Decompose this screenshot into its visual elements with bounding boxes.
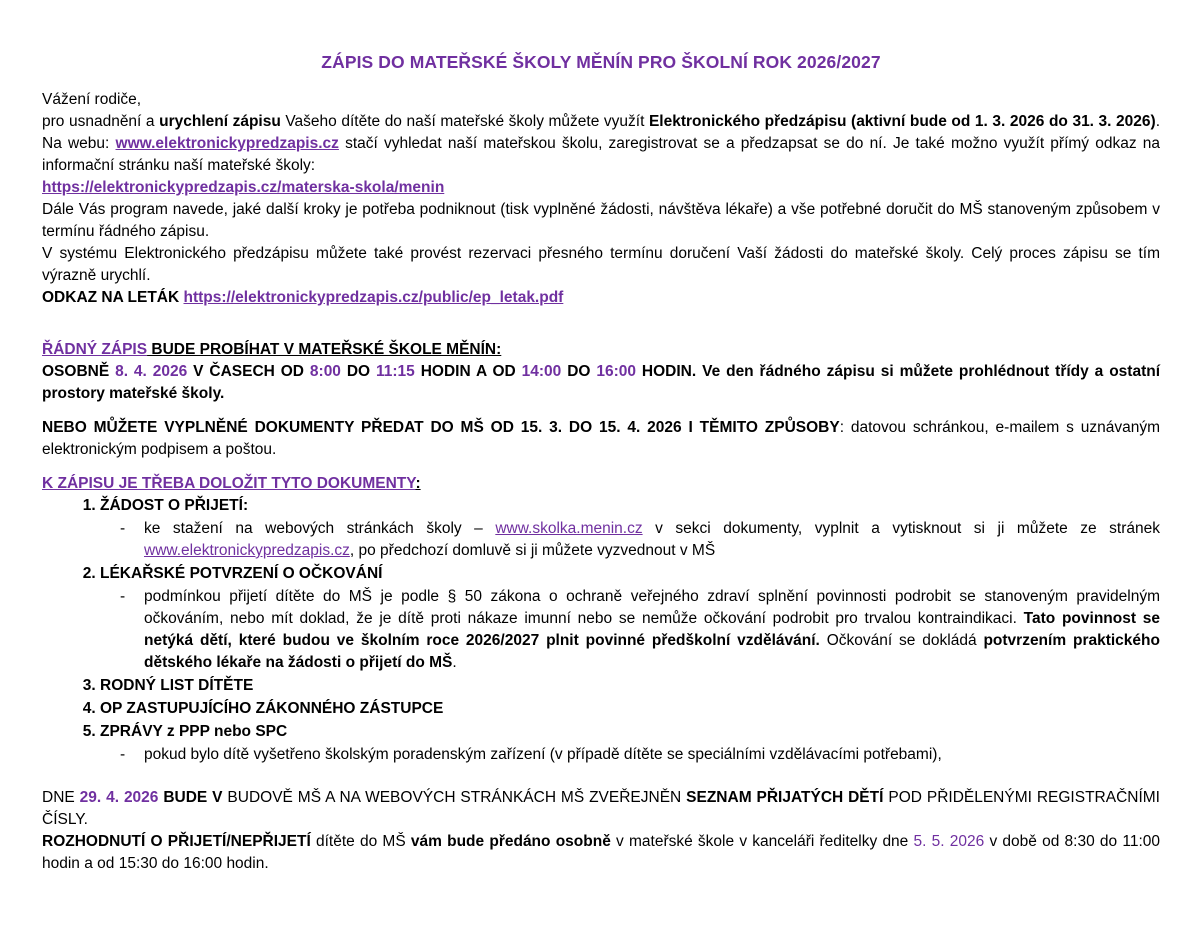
times-label-3: HODIN A OD bbox=[414, 362, 522, 380]
time-end-morning: 11:15 bbox=[376, 362, 415, 380]
link-leaflet-pdf[interactable]: https://elektronickypredzapis.cz/public/ep_letak.pdf bbox=[183, 288, 564, 306]
decision-b: dítěte do MŠ bbox=[310, 832, 411, 850]
regular-enrollment-heading-highlight: ŘÁDNÝ ZÁPIS bbox=[42, 340, 148, 358]
vaccination-text-b: Tato povinnost se netýká dětí, které budou ve školním roce 2026/2027 plnit povinné předškolní vzdělávání. bbox=[144, 609, 1160, 649]
spacer-4 bbox=[42, 767, 1160, 787]
regular-enrollment-heading bbox=[42, 339, 1160, 361]
document-item-label: LÉKAŘSKÉ POTVRZENÍ O OČKOVÁNÍ bbox=[100, 564, 383, 582]
link-elektronickypredzapis[interactable]: www.elektronickypredzapis.cz bbox=[115, 134, 339, 152]
intro-1a: pro usnadnění a bbox=[42, 112, 160, 130]
link-school-page[interactable]: https://elektronickypredzapis.cz/materska-skola/menin bbox=[42, 178, 445, 196]
link-skolka-menin[interactable]: www.skolka.menin.cz bbox=[495, 519, 643, 537]
vaccination-text-d: potvrzením praktického dětského lékaře na žádosti o přijetí do MŠ bbox=[144, 631, 1160, 671]
intro-1c: Vašeho dítěte do naší mateřské školy můžete využít bbox=[280, 112, 649, 130]
documents-list bbox=[42, 495, 1160, 766]
documents-heading-highlight: K ZÁPISU JE TŘEBA DOLOŽIT TYTO DOKUMENTY bbox=[42, 474, 416, 492]
in-person-label: OSOBNĚ bbox=[42, 362, 116, 380]
decision-e: v době od 8:30 do 11:00 hodin a od 15:30 do 16:00 hodin. bbox=[42, 832, 1161, 872]
document-sub-list bbox=[100, 744, 1160, 766]
vaccination-text-a: podmínkou přijetí dítěte do MŠ je podle § 50 zákona o ochraně veřejného zdraví splnění povinnosti podrobit se stanoveným pravidelným očkováním, nebo mít doklad, že je dítě proti nákaze imunní nebo se nemůže očkování podrobit pro trvalou kontraindikaci. bbox=[144, 587, 1160, 627]
regular-enrollment-times bbox=[42, 361, 1160, 405]
vaccination-text-c: Očkování se dokládá bbox=[819, 631, 984, 649]
alternative-submission bbox=[42, 417, 1160, 461]
document-sub-list bbox=[100, 586, 1160, 674]
spacer-2 bbox=[42, 405, 1160, 417]
intro-paragraph-3: V systému Elektronického předzápisu můžete také provést rezervaci přesného termínu doručení Vaší žádosti do mateřské školy. Celý proces zápisu se tím výrazně urychlí. bbox=[42, 244, 1160, 284]
list-item bbox=[100, 721, 1160, 766]
document-item-label: ŽÁDOST O PŘIJETÍ: bbox=[100, 496, 249, 514]
times-label-4: DO bbox=[561, 362, 597, 380]
results-announcement bbox=[42, 787, 1160, 831]
school-link-paragraph bbox=[42, 177, 1160, 199]
document-item-label: RODNÝ LIST DÍTĚTE bbox=[100, 676, 254, 694]
time-start-afternoon: 14:00 bbox=[521, 362, 562, 380]
results-c: BUDOVĚ MŠ A NA WEBOVÝCH STRÁNKÁCH MŠ ZVEŘEJNĚN bbox=[227, 788, 687, 806]
document-item-label: ZPRÁVY z PPP nebo SPC bbox=[100, 722, 288, 740]
time-start-morning: 8:00 bbox=[309, 362, 341, 380]
list-item bbox=[100, 495, 1160, 562]
page-title: ZÁPIS DO MATEŘSKÉ ŠKOLY MĚNÍN PRO ŠKOLNÍ ROK 2026/2027 bbox=[321, 52, 881, 72]
list-item bbox=[118, 586, 1160, 674]
link-elektronickypredzapis-2[interactable]: www.elektronickypredzapis.cz bbox=[144, 541, 350, 559]
decision-a: ROZHODNUTÍ O PŘIJETÍ/NEPŘIJETÍ bbox=[42, 832, 311, 850]
decision-handover bbox=[42, 831, 1160, 875]
greeting-text: Vážení rodiče, bbox=[42, 90, 142, 108]
times-label-1: V ČASECH OD bbox=[187, 362, 310, 380]
sub-text-a: ke stažení na webových stránkách školy – bbox=[144, 519, 496, 537]
list-item bbox=[118, 518, 1160, 562]
list-item bbox=[100, 563, 1160, 674]
documents-heading-colon: : bbox=[415, 474, 421, 492]
intro-1d: Elektronického předzápisu (aktivní bude od 1. 3. 2026 do 31. 3. 2026) bbox=[648, 112, 1156, 130]
alternative-submission-bold: NEBO MŮŽETE VYPLNĚNÉ DOKUMENTY PŘEDAT DO MŠ OD 15. 3. DO 15. 4. 2026 I TĚMITO ZPŮSOBY bbox=[42, 418, 840, 436]
greeting-line bbox=[42, 89, 1160, 111]
results-e: POD PŘIDĚLENÝMI REGISTRAČNÍMI ČÍSLY. bbox=[42, 788, 1160, 828]
list-item: - pokud bylo dítě vyšetřeno školským poradenským zařízení (v případě dítěte se speciálními vzdělávacími potřebami), bbox=[118, 744, 1160, 766]
list-item bbox=[100, 698, 1160, 720]
intro-paragraph-1 bbox=[42, 111, 1160, 177]
spacer-3 bbox=[42, 461, 1160, 473]
decision-c: vám bude předáno osobně bbox=[410, 832, 611, 850]
list-item bbox=[100, 675, 1160, 697]
sub-text-b: v sekci dokumenty, vyplnit a vytisknout si ji můžete ze stránek bbox=[642, 519, 1160, 537]
intro-paragraph-2: Dále Vás program navede, jaké další kroky je potřeba podniknout (tisk vyplněné žádosti, návštěva lékaře) a vše potřebné doručit do MŠ stanoveným způsobem v termínu řádného zápisu. bbox=[42, 200, 1160, 240]
document-item-label: OP ZASTUPUJÍCÍHO ZÁKONNÉHO ZÁSTUPCE bbox=[100, 699, 444, 717]
intro-1f: stačí vyhledat naší mateřskou školu, zaregistrovat se a předzapsat se do ní. Je také možno využít přímý odkaz na informační stránku naší mateřské školy: bbox=[42, 134, 1160, 174]
results-d: SEZNAM PŘIJATÝCH DĚTÍ bbox=[686, 788, 884, 806]
regular-enrollment-heading-rest: BUDE PROBÍHAT V MATEŘSKÉ ŠKOLE MĚNÍN: bbox=[147, 340, 502, 358]
intro-1b: urychlení zápisu bbox=[159, 112, 281, 130]
times-label-5: HODIN. Ve den řádného zápisu si můžete prohlédnout třídy a ostatní prostory mateřské školy. bbox=[42, 362, 1161, 402]
results-publish-date: 29. 4. 2026 bbox=[79, 788, 159, 806]
results-a: DNE bbox=[42, 788, 80, 806]
leaflet-paragraph bbox=[42, 287, 1160, 309]
alternative-submission-rest: : datovou schránkou, e-mailem s uznávaným elektronickým podpisem a poštou. bbox=[42, 418, 1160, 458]
vaccination-text-e: . bbox=[452, 653, 457, 671]
enrollment-date: 8. 4. 2026 bbox=[115, 362, 188, 380]
documents-heading bbox=[42, 473, 1160, 495]
spacer-1 bbox=[42, 309, 1160, 339]
intro-1e: . Na webu: bbox=[42, 112, 1160, 152]
times-label-2: DO bbox=[340, 362, 376, 380]
document-sub-list bbox=[100, 518, 1160, 562]
results-b: BUDE V bbox=[158, 788, 228, 806]
decision-d: v mateřské škole v kanceláři ředitelky dne bbox=[610, 832, 914, 850]
decision-date: 5. 5. 2026 bbox=[913, 832, 985, 850]
time-end-afternoon: 16:00 bbox=[596, 362, 637, 380]
leaflet-label: ODKAZ NA LETÁK bbox=[42, 288, 184, 306]
sub-text-c: , po předchozí domluvě si ji můžete vyzvednout v MŠ bbox=[349, 541, 716, 559]
